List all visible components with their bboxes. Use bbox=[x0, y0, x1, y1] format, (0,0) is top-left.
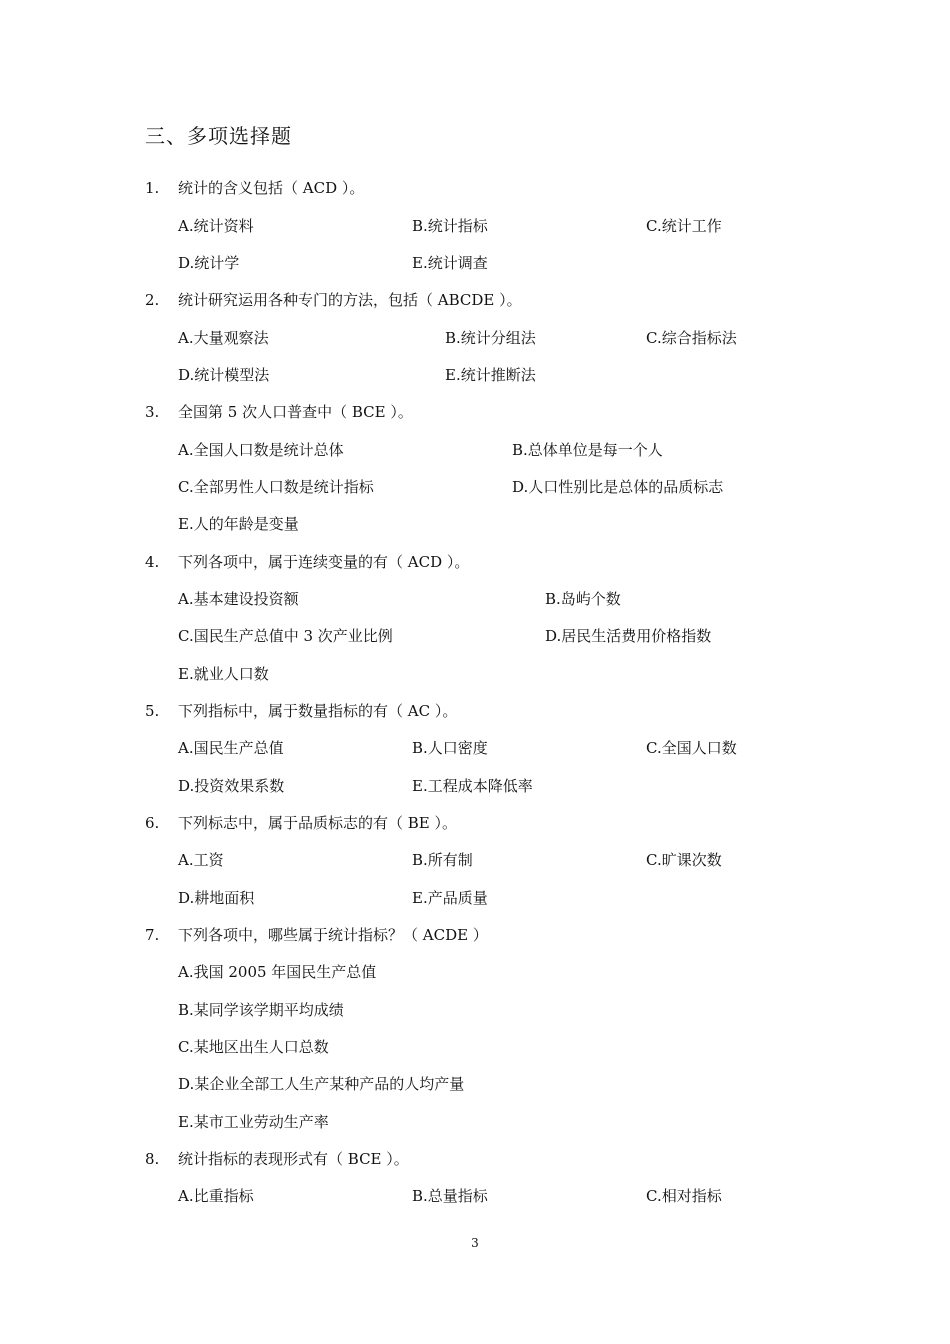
section-title: 三、多项选择题 bbox=[145, 124, 292, 148]
option-a: A.统计资料 bbox=[178, 217, 254, 235]
option-e: E.统计推断法 bbox=[445, 366, 536, 384]
option-c: C.全部男性人口数是统计指标 bbox=[178, 478, 374, 496]
option-c: C.全国人口数 bbox=[646, 739, 737, 757]
question-number: 3. bbox=[145, 403, 160, 421]
option-a: A.我国 2005 年国民生产总值 bbox=[178, 963, 377, 981]
question-number: 2. bbox=[145, 291, 160, 309]
option-e: E.就业人口数 bbox=[178, 665, 269, 683]
option-a: A.工资 bbox=[178, 851, 224, 869]
question-text: 下列标志中，属于品质标志的有（ BE ）。 bbox=[178, 814, 458, 832]
question-number: 8. bbox=[145, 1150, 160, 1168]
question-text: 下列各项中，属于连续变量的有（ ACD ）。 bbox=[178, 553, 470, 571]
option-b: B.岛屿个数 bbox=[545, 590, 621, 608]
option-b: B.人口密度 bbox=[412, 739, 488, 757]
option-d: D.居民生活费用价格指数 bbox=[545, 627, 712, 645]
option-a: A.比重指标 bbox=[178, 1187, 254, 1205]
option-e: E.人的年龄是变量 bbox=[178, 515, 299, 533]
option-c: C.旷课次数 bbox=[646, 851, 722, 869]
option-e: E.某市工业劳动生产率 bbox=[178, 1113, 329, 1131]
option-c: C.相对指标 bbox=[646, 1187, 722, 1205]
option-c: C.综合指标法 bbox=[646, 329, 737, 347]
option-a: A.大量观察法 bbox=[178, 329, 269, 347]
option-e: E.统计调查 bbox=[412, 254, 488, 272]
option-e: E.工程成本降低率 bbox=[412, 777, 533, 795]
question-text: 全国第 5 次人口普查中（ BCE ）。 bbox=[178, 403, 413, 421]
option-a: A.国民生产总值 bbox=[178, 739, 284, 757]
question-text: 统计研究运用各种专门的方法，包括（ ABCDE ）。 bbox=[178, 291, 522, 309]
question-text: 统计的含义包括（ ACD ）。 bbox=[178, 179, 365, 197]
option-d: D.人口性别比是总体的品质标志 bbox=[512, 478, 724, 496]
option-b: B.总量指标 bbox=[412, 1187, 488, 1205]
option-d: D.统计模型法 bbox=[178, 366, 270, 384]
option-a: A.全国人口数是统计总体 bbox=[178, 441, 344, 459]
question-number: 6. bbox=[145, 814, 160, 832]
option-a: A.基本建设投资额 bbox=[178, 590, 299, 608]
question-text: 统计指标的表现形式有（ BCE ）。 bbox=[178, 1150, 409, 1168]
option-b: B.统计指标 bbox=[412, 217, 488, 235]
option-b: B.某同学该学期平均成绩 bbox=[178, 1001, 344, 1019]
option-c: C.某地区出生人口总数 bbox=[178, 1038, 329, 1056]
option-b: B.总体单位是每一个人 bbox=[512, 441, 663, 459]
question-text: 下列指标中，属于数量指标的有（ AC ）。 bbox=[178, 702, 458, 720]
option-b: B.所有制 bbox=[412, 851, 473, 869]
option-d: D.投资效果系数 bbox=[178, 777, 285, 795]
page-number: 3 bbox=[471, 1236, 479, 1250]
question-number: 1. bbox=[145, 179, 160, 197]
option-e: E.产品质量 bbox=[412, 889, 488, 907]
question-number: 4. bbox=[145, 553, 160, 571]
question-text: 下列各项中，哪些属于统计指标？（ ACDE ） bbox=[178, 926, 488, 944]
option-d: D.某企业全部工人生产某种产品的人均产量 bbox=[178, 1075, 465, 1093]
question-number: 7. bbox=[145, 926, 160, 944]
option-d: D.耕地面积 bbox=[178, 889, 255, 907]
question-number: 5. bbox=[145, 702, 160, 720]
option-c: C.国民生产总值中 3 次产业比例 bbox=[178, 627, 393, 645]
option-c: C.统计工作 bbox=[646, 217, 722, 235]
option-b: B.统计分组法 bbox=[445, 329, 536, 347]
option-d: D.统计学 bbox=[178, 254, 240, 272]
